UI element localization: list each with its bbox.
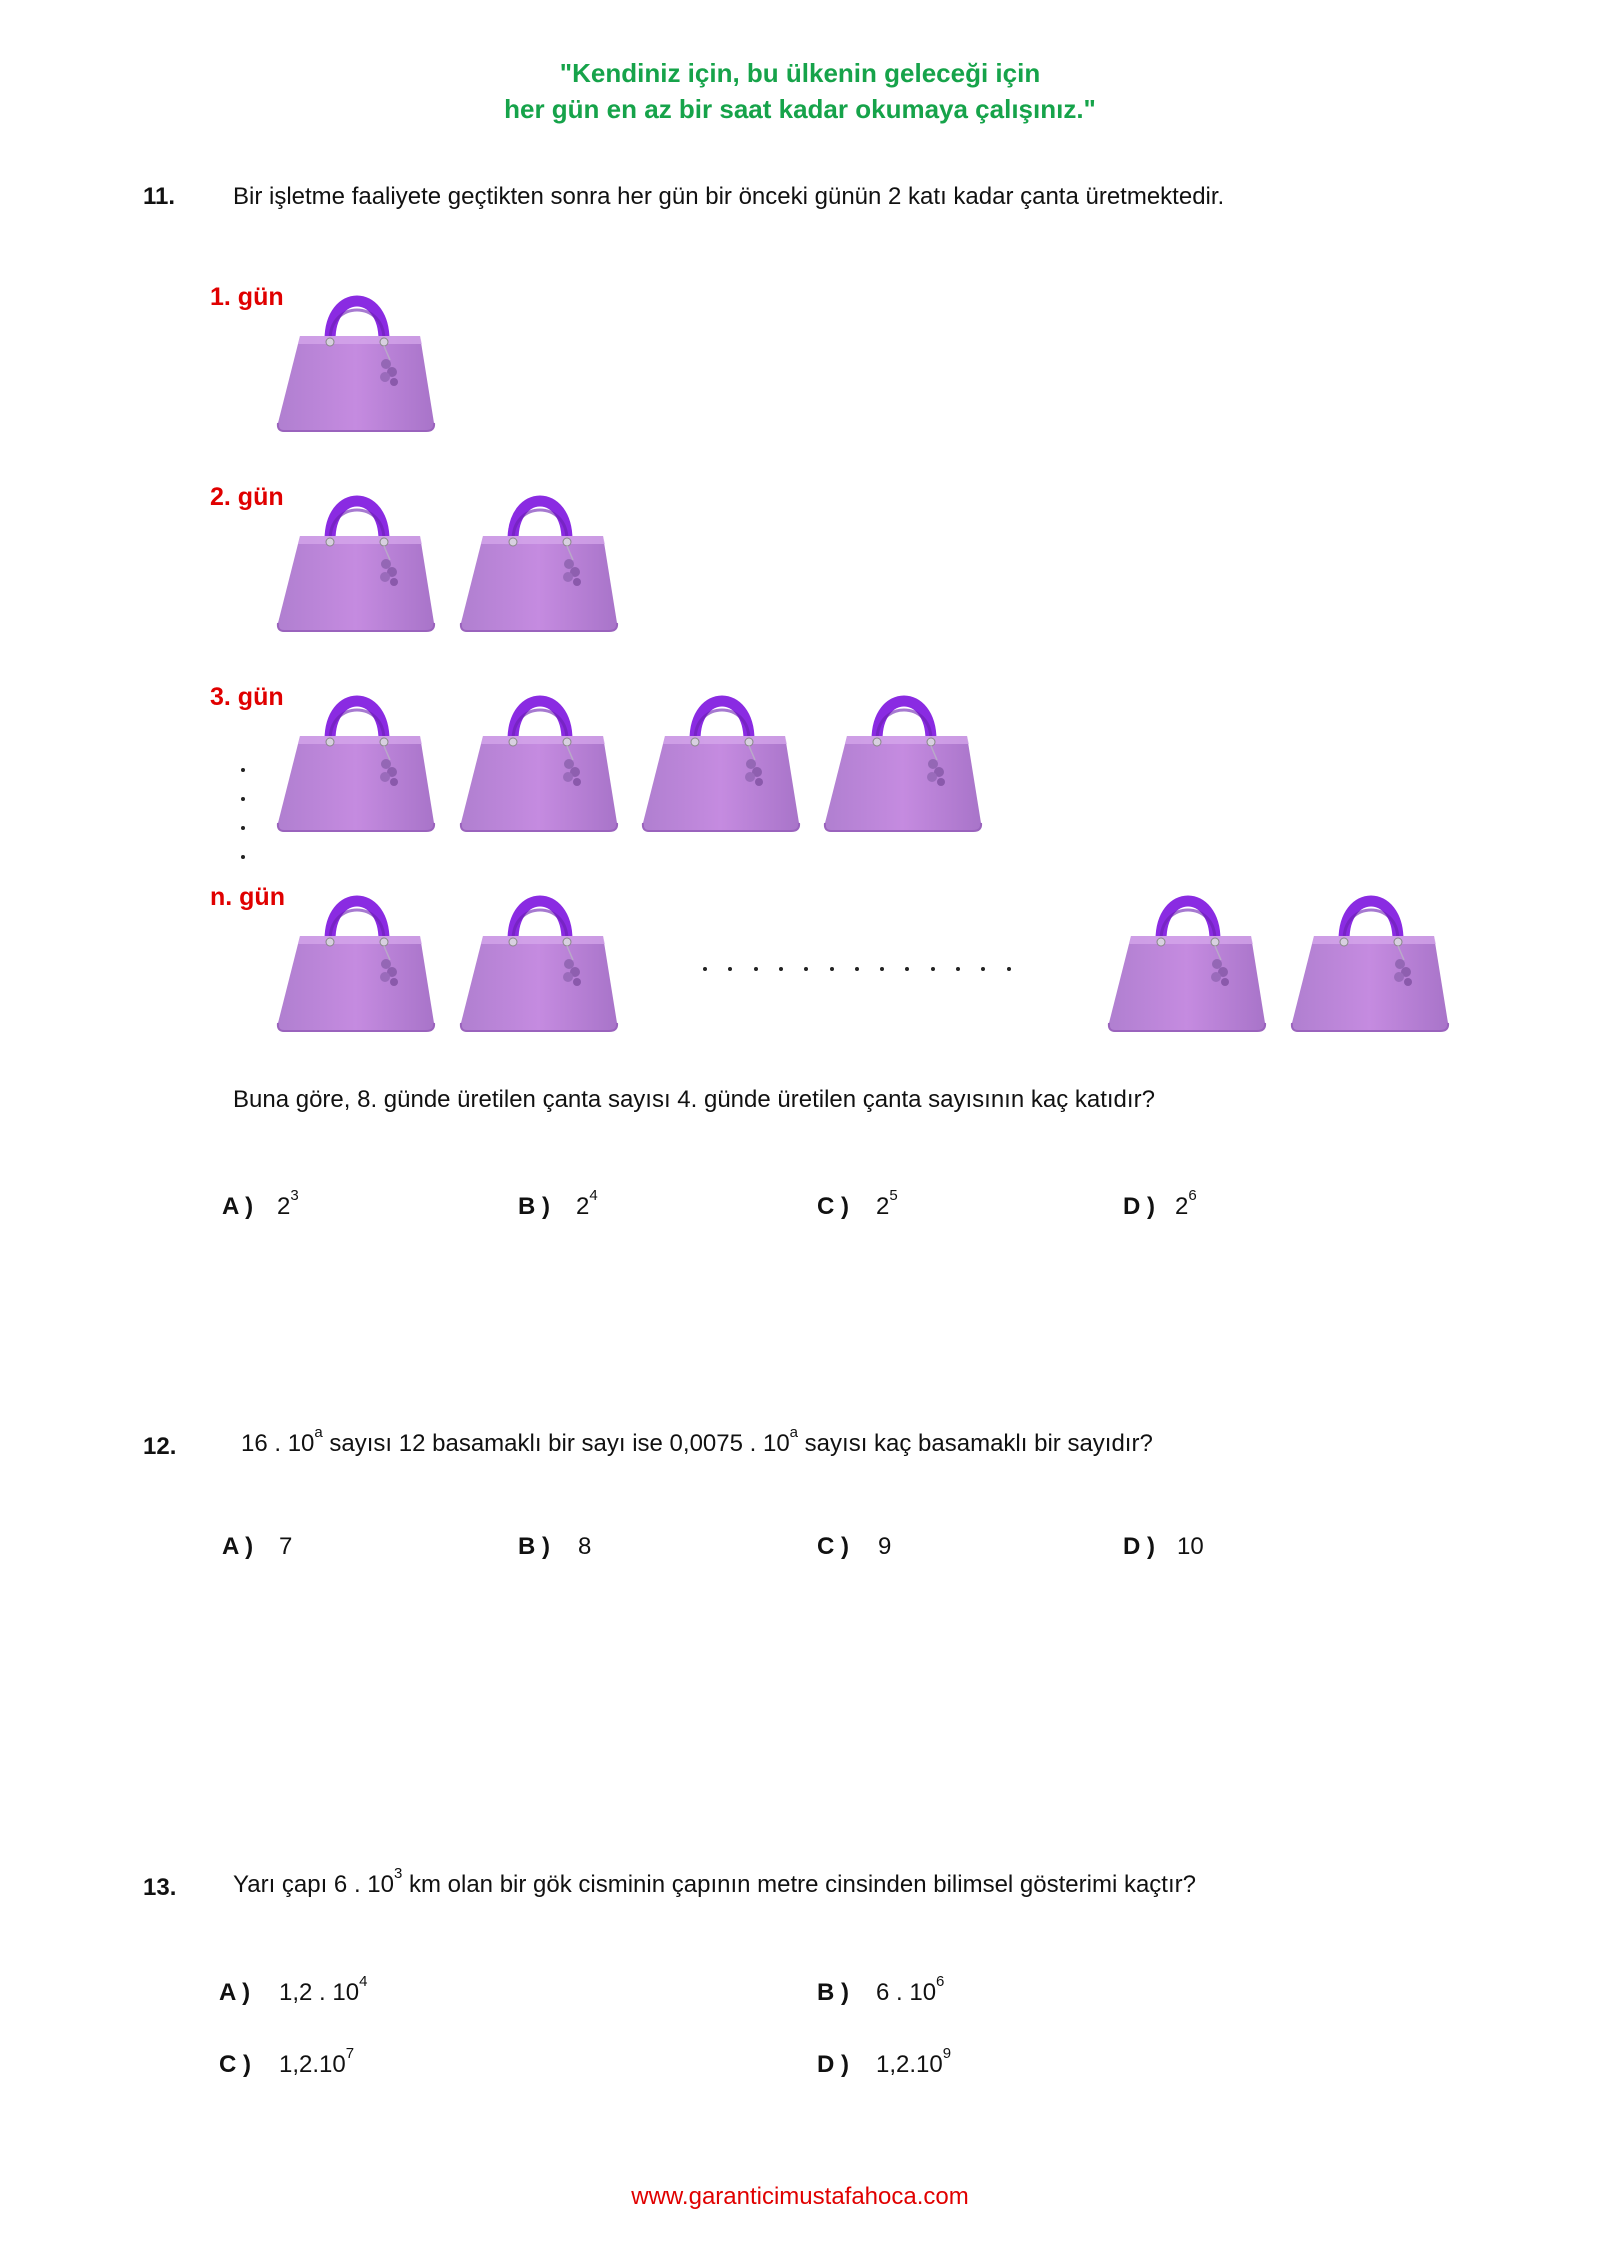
question-13-number: 13.	[143, 1874, 177, 1901]
day-label-n: n. gün	[210, 883, 285, 911]
ellipsis-dot	[779, 967, 783, 971]
ellipsis-dot	[905, 967, 909, 971]
q13-option-b-letter[interactable]: B )	[817, 1979, 849, 2006]
ellipsis-dot	[754, 967, 758, 971]
q13-option-d-letter[interactable]: D )	[817, 2051, 849, 2078]
question-12-number: 12.	[143, 1433, 177, 1460]
q13-option-b-value: 6 . $10^6$	[876, 1973, 945, 2006]
ellipsis-dot	[855, 967, 859, 971]
q12-option-a-value: 7	[279, 1533, 293, 1560]
q13-option-c-letter[interactable]: C )	[219, 2051, 251, 2078]
q13-option-d-value: 1,2.10$^9$	[876, 2045, 952, 2078]
header-quote-line2: her gün en az bir saat kadar okumaya çalışınız."	[504, 94, 1096, 124]
handbag-icon	[455, 678, 625, 838]
ellipsis-dot	[830, 967, 834, 971]
day-label-3: 3. gün	[210, 683, 284, 711]
question-11-text: Bir işletme faaliyete geçtikten sonra her gün bir önceki günün 2 katı kadar çanta üretmektedir.	[233, 183, 1225, 210]
question-11-number: 11.	[143, 183, 176, 210]
ellipsis-dot	[241, 826, 245, 830]
footer-url[interactable]: www.garanticimustafahoca.com	[631, 2183, 969, 2210]
handbag-icon	[1286, 878, 1456, 1038]
handbag-icon	[637, 678, 807, 838]
handbag-icon	[455, 478, 625, 638]
q11-option-b-value: $2^4$	[576, 1187, 598, 1220]
q11-option-a-letter[interactable]: A )	[222, 1193, 254, 1220]
question-13-text: Yarı çapı 6 . $10^3$ km olan bir gök cisminin çapının metre cinsinden bilimsel gösterimi kaçtır?	[233, 1865, 1196, 1898]
q11-option-c-value: $2^5$	[876, 1187, 898, 1220]
question-12-text: 16 . 10$^a$ sayısı 12 basamaklı bir sayı ise 0,0075 . 10$^a$ sayısı kaç basamaklı bir sayıdır?	[241, 1424, 1153, 1457]
question-11-prompt: Buna göre, 8. günde üretilen çanta sayısı 4. günde üretilen çanta sayısının kaç katıdır?	[233, 1086, 1155, 1113]
ellipsis-dot	[241, 855, 245, 859]
handbag-icon	[1103, 878, 1273, 1038]
q13-option-c-value: 1,2.10$^7$	[279, 2045, 355, 2078]
ellipsis-dot	[703, 967, 707, 971]
handbag-icon	[272, 278, 442, 438]
ellipsis-dot	[1007, 967, 1011, 971]
ellipsis-dot	[931, 967, 935, 971]
q11-option-c-letter[interactable]: C )	[817, 1193, 849, 1220]
day-label-2: 2. gün	[210, 483, 284, 511]
handbag-icon	[272, 678, 442, 838]
q12-option-a-letter[interactable]: A )	[222, 1533, 254, 1560]
q12-option-c-letter[interactable]: C )	[817, 1533, 849, 1560]
ellipsis-dot	[728, 967, 732, 971]
ellipsis-dot	[956, 967, 960, 971]
q11-option-b-letter[interactable]: B )	[518, 1193, 550, 1220]
q12-option-d-value: 10	[1177, 1533, 1204, 1560]
q12-option-c-value: 9	[878, 1533, 892, 1560]
q11-option-d-value: $2^6$	[1175, 1187, 1197, 1220]
q11-option-d-letter[interactable]: D )	[1123, 1193, 1155, 1220]
ellipsis-dot	[880, 967, 884, 971]
q12-option-b-value: 8	[578, 1533, 592, 1560]
ellipsis-dot	[804, 967, 808, 971]
header-quote-line1: "Kendiniz için, bu ülkenin geleceği için	[559, 58, 1041, 88]
handbag-icon	[819, 678, 989, 838]
ellipsis-dot	[241, 797, 245, 801]
q12-option-b-letter[interactable]: B )	[518, 1533, 550, 1560]
day-label-1: 1. gün	[210, 283, 284, 311]
q13-option-a-value: 1,2 . $10^4$	[279, 1973, 368, 2006]
handbag-icon	[272, 878, 442, 1038]
q11-option-a-value: $2^3$	[277, 1187, 299, 1220]
handbag-icon	[272, 478, 442, 638]
q12-option-d-letter[interactable]: D )	[1123, 1533, 1155, 1560]
handbag-icon	[455, 878, 625, 1038]
q13-option-a-letter[interactable]: A )	[219, 1979, 251, 2006]
ellipsis-dot	[241, 768, 245, 772]
ellipsis-dot	[981, 967, 985, 971]
